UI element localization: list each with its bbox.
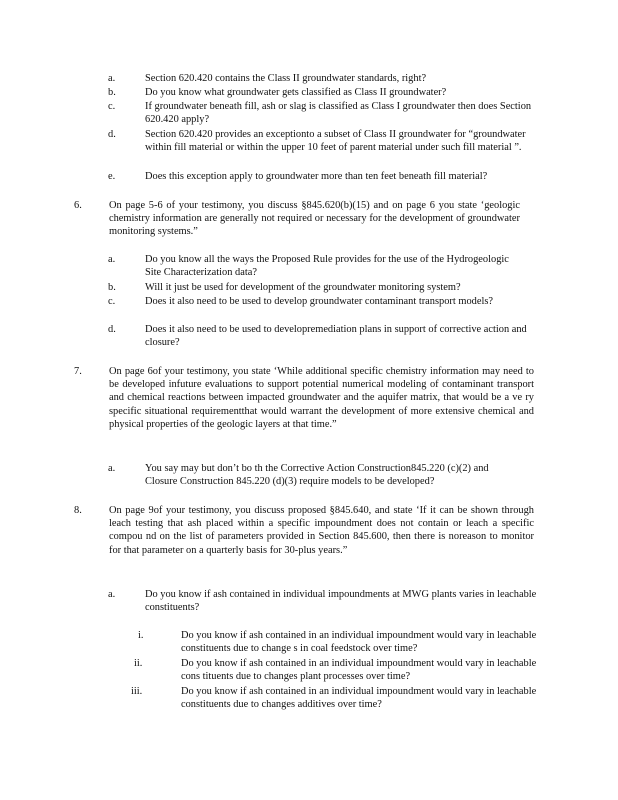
q8-subitem-i-marker: i.: [138, 630, 144, 641]
q6-item-d-marker: d.: [108, 324, 116, 335]
q8-subitem-i-text: Do you know if ash contained in an individual impoundment would vary in leachable constituents due to change s in coal feedstock over time?: [181, 630, 537, 655]
q5-item-e-marker: e.: [108, 171, 116, 182]
q5-item-b-text: Do you know what groundwater gets classified as Class II groundwater?: [145, 87, 447, 98]
q5-item-b-marker: b.: [108, 87, 116, 98]
q5-item-a-marker: a.: [108, 73, 116, 84]
q6-item-b-marker: b.: [108, 282, 116, 293]
q6-item-c-marker: c.: [108, 296, 116, 307]
q8-subitem-ii-text: Do you know if ash contained in an individual impoundment would vary in leachable cons tituents due to changes plant processes over time?: [181, 658, 537, 683]
q5-item-e-text: Does this exception apply to groundwater more than ten feet beneath fill material?: [145, 171, 488, 182]
q6-item-d-text: Does it also need to be used to developremediation plans in support of corrective action and closure?: [145, 324, 527, 349]
q8-subitem-iii-text: Do you know if ash contained in an individual impoundment would vary in leachable constituents due to changes additives over time?: [181, 686, 537, 711]
q6-text: On page 5-6 of your testimony, you discuss §845.620(b)(15) and on page 6 you state ‘geologic chemistry information are generally not required or necessary for the development of groundwater monitoring systems.”: [109, 200, 520, 238]
q6-item-c-text: Does it also need to be used to develop groundwater contaminant transport models?: [145, 296, 493, 307]
q8-item-a-marker: a.: [108, 589, 116, 600]
q8-subitem-iii-marker: iii.: [131, 686, 143, 697]
q8-item-a-text: Do you know if ash contained in individual impoundments at MWG plants varies in leachable constituents?: [145, 589, 537, 614]
q6-number: 6.: [74, 200, 82, 211]
q7-item-a-marker: a.: [108, 463, 116, 474]
q6-item-a-marker: a.: [108, 254, 116, 265]
q8-subitem-ii-marker: ii.: [134, 658, 143, 669]
q6-item-a-text: Do you know all the ways the Proposed Rule provides for the use of the Hydrogeologic Site Characterization data?: [145, 254, 509, 279]
q5-item-a-text: Section 620.420 contains the Class II groundwater standards, right?: [145, 73, 427, 84]
q5-item-c-marker: c.: [108, 101, 116, 112]
q8-number: 8.: [74, 505, 82, 516]
q6-item-b-text: Will it just be used for development of the groundwater monitoring system?: [145, 282, 461, 293]
q7-number: 7.: [74, 366, 82, 377]
q7-item-a-text: You say may but don’t bo th the Corrective Action Construction845.220 (c)(2) and Closure Construction 845.220 (d)(3) require models to be developed?: [145, 463, 489, 488]
q5-item-c-text: If groundwater beneath fill, ash or slag is classified as Class I groundwater then does Section 620.420 apply?: [145, 101, 532, 126]
q5-item-d-marker: d.: [108, 129, 116, 140]
q5-item-d-text: Section 620.420 provides an exceptionto a subset of Class II groundwater for “groundwater within fill material or within the upper 10 feet of parent material under such fill material ”.: [145, 129, 526, 154]
q7-text: On page 6of your testimony, you state ‘While additional specific chemistry information may need to be developed infuture evaluations to support potential numerical modeling of contaminant transport and chemical reactions between impacted groundwater and the aquifer matrix, that would be a ve ry specific situational requirementthat would warrant the development of more extensive chemical and physical properties of the geologic layers at that time.”: [109, 366, 534, 430]
q8-text: On page 9of your testimony, you discuss proposed §845.640, and state ‘If it can be shown through leach testing that ash placed within a specific impoundment does not contain or leach a specific compou nd on the list of parameters provided in Section 845.600, then there is noreason to monitor for that parameter on a quarterly basis for 30-plus years.”: [109, 505, 534, 556]
